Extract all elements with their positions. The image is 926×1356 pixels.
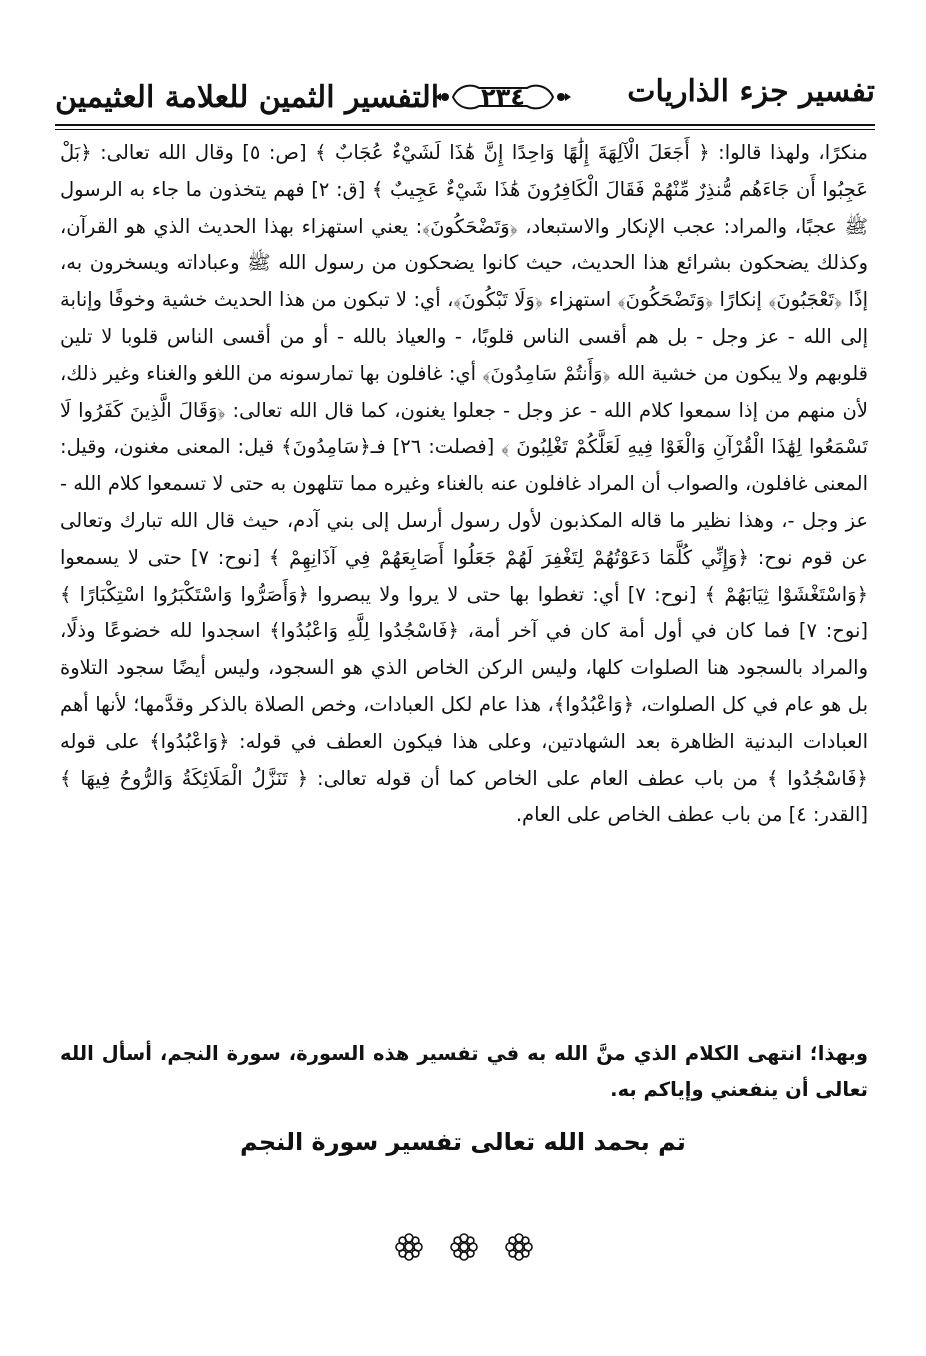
closing-paragraph (60, 1036, 868, 1108)
body-text (60, 135, 868, 834)
closing-text: وبهذا؛ انتهى الكلام الذي منَّ الله به في تفسير هذه السورة، سورة النجم، أسأل الله تعالى أن ينفعني وإياكم به. (60, 1042, 868, 1101)
page-number: ٢٣٤ (481, 83, 525, 111)
page-header (55, 68, 875, 128)
surah-end-heading: تم بحمد الله تعالى تفسير سورة النجم (240, 1128, 686, 1156)
flower-ornament-icon (394, 1232, 424, 1262)
header-right-title: تفسير جزء الذاريات (627, 74, 875, 109)
flower-ornament-icon (504, 1232, 534, 1262)
header-rule-thin (55, 129, 875, 130)
body-paragraph: منكرًا، ولهذا قالوا: ﴿ أَجَعَلَ الْآلِهَةَ إِلَٰهًا وَاحِدًا إِنَّ هَٰذَا لَشَيْءٌ عُجَابٌ ﴾ [ص: ٥] وقال الله تعالى: ﴿بَلْ عَجِبُوا أَن جَاءَهُم مُّنذِرٌ مِّنْهُمْ فَقَالَ الْكَافِرُونَ هَٰذَا شَيْءٌ عَجِيبٌ ﴾ [ق: ٢] فهم يتخذون ما جاء به الرسول ﷺ عجبًا، والمراد: عجب الإنكار والاستبعاد، ﴿وَتَضْحَكُونَ﴾: يعني استهزاء بهذا الحديث الذي هو القرآن، وكذلك يضحكون بشرائع هذا الحديث، حيث كانوا يضحكون من رسول الله ﷺ وعباداته ويسخرون به، إذًا ﴿تَعْجَبُونَ﴾ إنكارًا ﴿وَتَضْحَكُونَ﴾ استهزاء ﴿وَلَا تَبْكُونَ﴾، أي: لا تبكون من هذا الحديث خشية وخوفًا وإنابة إلى الله - عز وجل - بل هم أقسى الناس قلوبًا، - والعياذ بالله - أو من أقسى الناس قلوبا لا تلين قلوبهم ولا يبكون من خشية الله ﴿وَأَنتُمْ سَامِدُونَ﴾ أي: غافلون بها تمارسونه من اللغو والغناء وغير ذلك، لأن منهم من إذا سمعوا كلام الله - عز وجل - جعلوا يغنون، كما قال الله تعالى: ﴿وَقَالَ الَّذِينَ كَفَرُوا لَا تَسْمَعُوا لِهَٰذَا الْقُرْآنِ وَالْغَوْا فِيهِ لَعَلَّكُمْ تَغْلِبُونَ ﴾ [فصلت: ٢٦] فـ﴿سَامِدُونَ﴾ قيل: المعنى مغنون، وقيل: المعنى غافلون، والصواب أن المراد غافلون عنه بالغناء وغيره مما تتلهون به حتى لا تسمعوا كلام الله - عز وجل -، وهذا نظير ما قاله المكذبون لأول رسول أرسل إلى بني آدم، حيث قال الله تبارك وتعالى عن قوم نوح: ﴿وَإِنِّي كُلَّمَا دَعَوْتُهُمْ لِتَغْفِرَ لَهُمْ جَعَلُوا أَصَابِعَهُمْ فِي آذَانِهِمْ ﴾ [نوح: ٧] حتى لا يسمعوا ﴿وَاسْتَغْشَوْا ثِيَابَهُمْ ﴾ [نوح: ٧] أي: تغطوا بها حتى لا يروا ولا يبصروا ﴿وَأَصَرُّوا وَاسْتَكْبَرُوا اسْتِكْبَارًا ﴾ [نوح: ٧] فما كان في أول أمة كان في آخر أمة، ﴿فَاسْجُدُوا لِلَّهِ وَاعْبُدُوا﴾ اسجدوا لله خضوعًا وذلًا، والمراد بالسجود هنا الصلوات كلها، وليس الركن الخاص الذي هو السجود، وليس أيضًا سجود التلاوة بل هو عام في كل الصلوات، ﴿وَاعْبُدُوا﴾، هذا عام لكل العبادات، وخص الصلاة بالذكر وقدَّمها؛ لأنها أهم العبادات البدنية الظاهرة بعد الشهادتين، وعلى هذا فيكون العطف في قوله: ﴿وَاعْبُدُوا﴾ على قوله ﴿فَاسْجُدُوا ﴾ من باب عطف العام على الخاص كما أن قوله تعالى: ﴿ تَنَزَّلُ الْمَلَائِكَةُ وَالرُّوحُ فِيهَا ﴾ [القدر: ٤] من باب عطف الخاص على العام. (60, 141, 869, 827)
page-number-frame (433, 80, 573, 114)
header-left-title: التفسير الثمين للعلامة العثيمين (55, 80, 440, 115)
end-ornaments (394, 1232, 534, 1262)
flower-ornament-icon (449, 1232, 479, 1262)
header-rule (55, 124, 875, 126)
